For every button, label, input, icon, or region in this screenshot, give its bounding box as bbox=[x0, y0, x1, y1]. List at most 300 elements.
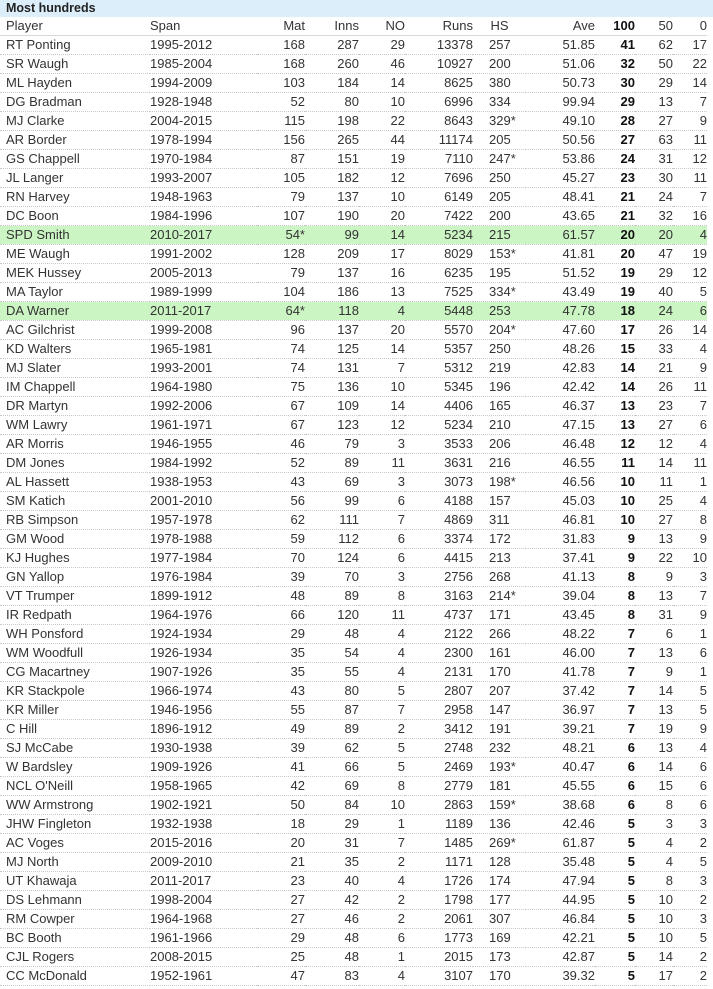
cell-fifties: 10 bbox=[635, 910, 673, 929]
cell-hundreds: 8 bbox=[595, 568, 635, 587]
cell-span: 1976-1984 bbox=[150, 568, 257, 587]
cell-runs: 2300 bbox=[405, 644, 473, 663]
cell-no: 14 bbox=[359, 74, 405, 93]
cell-runs: 3107 bbox=[405, 967, 473, 986]
cell-player[interactable]: WH Ponsford bbox=[0, 625, 150, 644]
cell-span: 1907-1926 bbox=[150, 663, 257, 682]
cell-ducks: 5 bbox=[673, 701, 707, 720]
cell-ducks: 6 bbox=[673, 416, 707, 435]
cell-inns: 48 bbox=[305, 625, 359, 644]
table-row bbox=[0, 112, 707, 131]
cell-ducks: 6 bbox=[673, 644, 707, 663]
cell-mat: 56 bbox=[257, 492, 305, 511]
cell-hs: 253 bbox=[473, 302, 526, 321]
cell-runs: 3533 bbox=[405, 435, 473, 454]
cell-player[interactable]: GS Chappell bbox=[0, 150, 150, 169]
cell-player[interactable]: MA Taylor bbox=[0, 283, 150, 302]
cell-no: 22 bbox=[359, 112, 405, 131]
cell-no: 6 bbox=[359, 929, 405, 948]
table-row bbox=[0, 682, 707, 701]
cell-ave: 47.78 bbox=[526, 302, 595, 321]
cell-runs: 6235 bbox=[405, 264, 473, 283]
cell-ave: 46.84 bbox=[526, 910, 595, 929]
cell-mat: 74 bbox=[257, 359, 305, 378]
cell-no: 3 bbox=[359, 568, 405, 587]
cell-ducks: 12 bbox=[673, 150, 707, 169]
cell-span: 1993-2001 bbox=[150, 359, 257, 378]
cell-no: 3 bbox=[359, 473, 405, 492]
cell-fifties: 13 bbox=[635, 530, 673, 549]
cell-hs: 204* bbox=[473, 321, 526, 340]
cell-ave: 42.21 bbox=[526, 929, 595, 948]
cell-hs: 169 bbox=[473, 929, 526, 948]
column-header-no[interactable]: NO bbox=[359, 17, 405, 36]
cell-hs: 311 bbox=[473, 511, 526, 530]
cell-player[interactable]: CJL Rogers bbox=[0, 948, 150, 967]
cell-player[interactable]: KJ Hughes bbox=[0, 549, 150, 568]
cell-hundreds: 6 bbox=[595, 758, 635, 777]
table-row bbox=[0, 226, 707, 245]
cell-inns: 182 bbox=[305, 169, 359, 188]
column-header-100[interactable]: 100 bbox=[595, 17, 635, 36]
cell-hs: 266 bbox=[473, 625, 526, 644]
cell-span: 1964-1980 bbox=[150, 378, 257, 397]
cell-fifties: 27 bbox=[635, 511, 673, 530]
cell-fifties: 24 bbox=[635, 188, 673, 207]
cell-mat: 74 bbox=[257, 340, 305, 359]
column-header-ave[interactable]: Ave bbox=[526, 17, 595, 36]
cell-inns: 69 bbox=[305, 473, 359, 492]
cell-span: 1896-1912 bbox=[150, 720, 257, 739]
cell-hs: 247* bbox=[473, 150, 526, 169]
cell-mat: 107 bbox=[257, 207, 305, 226]
cell-mat: 49 bbox=[257, 720, 305, 739]
cell-ducks: 1 bbox=[673, 473, 707, 492]
cell-hundreds: 5 bbox=[595, 910, 635, 929]
cell-ave: 38.68 bbox=[526, 796, 595, 815]
cell-player[interactable]: DG Bradman bbox=[0, 93, 150, 112]
cell-hs: 170 bbox=[473, 663, 526, 682]
cell-player[interactable]: BC Booth bbox=[0, 929, 150, 948]
cell-hundreds: 28 bbox=[595, 112, 635, 131]
cell-span: 2010-2017 bbox=[150, 226, 257, 245]
cell-runs: 5570 bbox=[405, 321, 473, 340]
cell-ave: 35.48 bbox=[526, 853, 595, 872]
table-row bbox=[0, 397, 707, 416]
cell-player[interactable]: SM Katich bbox=[0, 492, 150, 511]
cell-player[interactable]: MJ Slater bbox=[0, 359, 150, 378]
cell-hundreds: 20 bbox=[595, 226, 635, 245]
cell-span: 1992-2006 bbox=[150, 397, 257, 416]
cell-mat: 96 bbox=[257, 321, 305, 340]
cell-fifties: 24 bbox=[635, 302, 673, 321]
cell-mat: 25 bbox=[257, 948, 305, 967]
cell-player[interactable]: W Bardsley bbox=[0, 758, 150, 777]
cell-inns: 84 bbox=[305, 796, 359, 815]
cell-fifties: 22 bbox=[635, 549, 673, 568]
table-row bbox=[0, 378, 707, 397]
table-row bbox=[0, 435, 707, 454]
cell-hs: 307 bbox=[473, 910, 526, 929]
cell-ave: 45.03 bbox=[526, 492, 595, 511]
cell-fifties: 63 bbox=[635, 131, 673, 150]
cell-player[interactable]: DA Warner bbox=[0, 302, 150, 321]
column-header-runs[interactable]: Runs bbox=[405, 17, 473, 36]
cell-span: 1977-1984 bbox=[150, 549, 257, 568]
cell-ducks: 4 bbox=[673, 739, 707, 758]
cell-ducks: 1 bbox=[673, 663, 707, 682]
cell-no: 14 bbox=[359, 226, 405, 245]
cell-runs: 8643 bbox=[405, 112, 473, 131]
cell-player[interactable]: AR Border bbox=[0, 131, 150, 150]
cell-player[interactable]: CG Macartney bbox=[0, 663, 150, 682]
cell-span: 2001-2010 bbox=[150, 492, 257, 511]
cell-span: 2011-2017 bbox=[150, 302, 257, 321]
cell-ave: 48.41 bbox=[526, 188, 595, 207]
table-row bbox=[0, 131, 707, 150]
cell-runs: 2469 bbox=[405, 758, 473, 777]
table-row bbox=[0, 758, 707, 777]
cell-ave: 42.46 bbox=[526, 815, 595, 834]
cell-span: 2015-2016 bbox=[150, 834, 257, 853]
cell-runs: 5345 bbox=[405, 378, 473, 397]
cell-player[interactable]: CC McDonald bbox=[0, 967, 150, 986]
cell-span: 1928-1948 bbox=[150, 93, 257, 112]
cell-no: 3 bbox=[359, 435, 405, 454]
cell-player[interactable]: RT Ponting bbox=[0, 36, 150, 55]
cell-runs: 13378 bbox=[405, 36, 473, 55]
cell-player[interactable]: C Hill bbox=[0, 720, 150, 739]
cell-hs: 334 bbox=[473, 93, 526, 112]
cell-fifties: 13 bbox=[635, 644, 673, 663]
cell-no: 20 bbox=[359, 207, 405, 226]
cell-ave: 51.85 bbox=[526, 36, 595, 55]
cell-span: 1946-1956 bbox=[150, 701, 257, 720]
cell-runs: 7525 bbox=[405, 283, 473, 302]
cell-fifties: 30 bbox=[635, 169, 673, 188]
cell-mat: 87 bbox=[257, 150, 305, 169]
cell-inns: 109 bbox=[305, 397, 359, 416]
cell-span: 1932-1938 bbox=[150, 815, 257, 834]
cell-ducks: 4 bbox=[673, 435, 707, 454]
cell-fifties: 62 bbox=[635, 36, 673, 55]
cell-inns: 184 bbox=[305, 74, 359, 93]
cell-mat: 103 bbox=[257, 74, 305, 93]
table-row bbox=[0, 720, 707, 739]
cell-player[interactable]: NCL O'Neill bbox=[0, 777, 150, 796]
cell-mat: 156 bbox=[257, 131, 305, 150]
cell-player[interactable]: RM Cowper bbox=[0, 910, 150, 929]
cell-no: 19 bbox=[359, 150, 405, 169]
cell-ducks: 17 bbox=[673, 36, 707, 55]
cell-player[interactable]: RN Harvey bbox=[0, 188, 150, 207]
cell-runs: 4188 bbox=[405, 492, 473, 511]
cell-fifties: 15 bbox=[635, 777, 673, 796]
cell-mat: 105 bbox=[257, 169, 305, 188]
cell-hundreds: 5 bbox=[595, 834, 635, 853]
cell-span: 1978-1988 bbox=[150, 530, 257, 549]
cell-player[interactable]: AC Gilchrist bbox=[0, 321, 150, 340]
cell-fifties: 8 bbox=[635, 872, 673, 891]
cell-player[interactable]: WM Lawry bbox=[0, 416, 150, 435]
cell-runs: 1189 bbox=[405, 815, 473, 834]
cell-mat: 52 bbox=[257, 454, 305, 473]
cell-mat: 29 bbox=[257, 625, 305, 644]
cell-ave: 45.55 bbox=[526, 777, 595, 796]
cell-ave: 51.06 bbox=[526, 55, 595, 74]
cell-no: 17 bbox=[359, 245, 405, 264]
cell-mat: 50 bbox=[257, 796, 305, 815]
cell-ave: 46.56 bbox=[526, 473, 595, 492]
cell-fifties: 32 bbox=[635, 207, 673, 226]
cell-ducks: 2 bbox=[673, 834, 707, 853]
cell-ave: 50.73 bbox=[526, 74, 595, 93]
cell-no: 4 bbox=[359, 302, 405, 321]
cell-ducks: 9 bbox=[673, 112, 707, 131]
cell-mat: 75 bbox=[257, 378, 305, 397]
cell-ducks: 9 bbox=[673, 359, 707, 378]
cell-span: 1958-1965 bbox=[150, 777, 257, 796]
cell-hs: 193* bbox=[473, 758, 526, 777]
cell-ducks: 6 bbox=[673, 758, 707, 777]
cell-fifties: 33 bbox=[635, 340, 673, 359]
cell-fifties: 25 bbox=[635, 492, 673, 511]
cell-span: 2008-2015 bbox=[150, 948, 257, 967]
cell-player[interactable]: AC Voges bbox=[0, 834, 150, 853]
cell-player[interactable]: DS Lehmann bbox=[0, 891, 150, 910]
cell-hundreds: 7 bbox=[595, 644, 635, 663]
cell-hundreds: 20 bbox=[595, 245, 635, 264]
cell-fifties: 13 bbox=[635, 93, 673, 112]
cell-ducks: 11 bbox=[673, 169, 707, 188]
cell-ave: 61.87 bbox=[526, 834, 595, 853]
cell-hundreds: 10 bbox=[595, 473, 635, 492]
cell-hs: 159* bbox=[473, 796, 526, 815]
cell-inns: 209 bbox=[305, 245, 359, 264]
cell-inns: 186 bbox=[305, 283, 359, 302]
cell-ave: 47.94 bbox=[526, 872, 595, 891]
cell-hundreds: 17 bbox=[595, 321, 635, 340]
cell-no: 10 bbox=[359, 188, 405, 207]
cell-player[interactable]: SR Waugh bbox=[0, 55, 150, 74]
cell-no: 5 bbox=[359, 758, 405, 777]
most-hundreds-table bbox=[0, 17, 707, 986]
cell-no: 12 bbox=[359, 416, 405, 435]
cell-player[interactable]: KR Stackpole bbox=[0, 682, 150, 701]
cell-fifties: 13 bbox=[635, 587, 673, 606]
cell-mat: 42 bbox=[257, 777, 305, 796]
cell-player[interactable]: MJ North bbox=[0, 853, 150, 872]
cell-no: 6 bbox=[359, 492, 405, 511]
cell-ave: 31.83 bbox=[526, 530, 595, 549]
cell-player[interactable]: WW Armstrong bbox=[0, 796, 150, 815]
cell-inns: 70 bbox=[305, 568, 359, 587]
column-header-mat[interactable]: Mat bbox=[257, 17, 305, 36]
cell-no: 10 bbox=[359, 378, 405, 397]
column-header-50[interactable]: 50 bbox=[635, 17, 673, 36]
cell-runs: 2756 bbox=[405, 568, 473, 587]
cell-inns: 42 bbox=[305, 891, 359, 910]
column-header-player[interactable]: Player bbox=[0, 17, 150, 36]
cell-inns: 125 bbox=[305, 340, 359, 359]
cell-ave: 99.94 bbox=[526, 93, 595, 112]
cell-ducks: 7 bbox=[673, 93, 707, 112]
cell-ducks: 3 bbox=[673, 815, 707, 834]
cell-span: 1999-2008 bbox=[150, 321, 257, 340]
cell-inns: 48 bbox=[305, 948, 359, 967]
cell-ave: 53.86 bbox=[526, 150, 595, 169]
cell-mat: 115 bbox=[257, 112, 305, 131]
column-header-inns[interactable]: Inns bbox=[305, 17, 359, 36]
cell-ave: 41.78 bbox=[526, 663, 595, 682]
cell-player[interactable]: ME Waugh bbox=[0, 245, 150, 264]
cell-player[interactable]: UT Khawaja bbox=[0, 872, 150, 891]
table-row bbox=[0, 416, 707, 435]
cell-ducks: 7 bbox=[673, 587, 707, 606]
cell-hs: 196 bbox=[473, 378, 526, 397]
cell-hundreds: 24 bbox=[595, 150, 635, 169]
cell-hs: 219 bbox=[473, 359, 526, 378]
cell-runs: 1485 bbox=[405, 834, 473, 853]
cell-span: 1966-1974 bbox=[150, 682, 257, 701]
cell-runs: 8625 bbox=[405, 74, 473, 93]
cell-player[interactable]: KR Miller bbox=[0, 701, 150, 720]
cell-ducks: 9 bbox=[673, 530, 707, 549]
cell-no: 4 bbox=[359, 625, 405, 644]
cell-player[interactable]: IR Redpath bbox=[0, 606, 150, 625]
cell-runs: 4737 bbox=[405, 606, 473, 625]
cell-ducks: 3 bbox=[673, 910, 707, 929]
cell-player[interactable]: WM Woodfull bbox=[0, 644, 150, 663]
cell-hundreds: 19 bbox=[595, 283, 635, 302]
cell-inns: 89 bbox=[305, 587, 359, 606]
cell-runs: 5448 bbox=[405, 302, 473, 321]
table-row bbox=[0, 967, 707, 986]
cell-ducks: 1 bbox=[673, 625, 707, 644]
cell-hs: 191 bbox=[473, 720, 526, 739]
cell-no: 14 bbox=[359, 340, 405, 359]
table-row bbox=[0, 549, 707, 568]
cell-ducks: 4 bbox=[673, 226, 707, 245]
cell-inns: 120 bbox=[305, 606, 359, 625]
cell-runs: 2748 bbox=[405, 739, 473, 758]
column-header-0[interactable]: 0 bbox=[673, 17, 707, 36]
cell-ducks: 5 bbox=[673, 853, 707, 872]
cell-player[interactable]: JHW Fingleton bbox=[0, 815, 150, 834]
cell-player[interactable]: DM Jones bbox=[0, 454, 150, 473]
cell-span: 1924-1934 bbox=[150, 625, 257, 644]
cell-no: 5 bbox=[359, 682, 405, 701]
cell-inns: 55 bbox=[305, 663, 359, 682]
cell-hs: 334* bbox=[473, 283, 526, 302]
table-row bbox=[0, 948, 707, 967]
table-row bbox=[0, 587, 707, 606]
cell-runs: 2131 bbox=[405, 663, 473, 682]
cell-ave: 49.10 bbox=[526, 112, 595, 131]
cell-player[interactable]: RB Simpson bbox=[0, 511, 150, 530]
table-row bbox=[0, 283, 707, 302]
cell-inns: 136 bbox=[305, 378, 359, 397]
cell-player[interactable]: JL Langer bbox=[0, 169, 150, 188]
cell-player[interactable]: AL Hassett bbox=[0, 473, 150, 492]
cell-fifties: 9 bbox=[635, 568, 673, 587]
cell-hs: 250 bbox=[473, 169, 526, 188]
cell-ave: 37.42 bbox=[526, 682, 595, 701]
cell-player[interactable]: DR Martyn bbox=[0, 397, 150, 416]
cell-ducks: 3 bbox=[673, 568, 707, 587]
cell-player[interactable]: SJ McCabe bbox=[0, 739, 150, 758]
cell-fifties: 11 bbox=[635, 473, 673, 492]
cell-player[interactable]: VT Trumper bbox=[0, 587, 150, 606]
cell-fifties: 12 bbox=[635, 435, 673, 454]
column-header-span[interactable]: Span bbox=[150, 17, 257, 36]
cell-player[interactable]: MEK Hussey bbox=[0, 264, 150, 283]
cell-mat: 43 bbox=[257, 473, 305, 492]
cell-player[interactable]: AR Morris bbox=[0, 435, 150, 454]
table-row bbox=[0, 625, 707, 644]
table-row bbox=[0, 302, 707, 321]
cell-hs: 380 bbox=[473, 74, 526, 93]
cell-fifties: 14 bbox=[635, 454, 673, 473]
cell-hundreds: 27 bbox=[595, 131, 635, 150]
column-header-hs[interactable]: HS bbox=[473, 17, 526, 36]
cell-player[interactable]: IM Chappell bbox=[0, 378, 150, 397]
cell-ave: 46.48 bbox=[526, 435, 595, 454]
cell-hs: 195 bbox=[473, 264, 526, 283]
cell-runs: 2779 bbox=[405, 777, 473, 796]
cell-no: 6 bbox=[359, 530, 405, 549]
cell-fifties: 31 bbox=[635, 606, 673, 625]
cell-no: 1 bbox=[359, 815, 405, 834]
cell-span: 2011-2017 bbox=[150, 872, 257, 891]
cell-runs: 6149 bbox=[405, 188, 473, 207]
cell-player[interactable]: KD Walters bbox=[0, 340, 150, 359]
cell-player[interactable]: MJ Clarke bbox=[0, 112, 150, 131]
cell-runs: 2807 bbox=[405, 682, 473, 701]
cell-hs: 153* bbox=[473, 245, 526, 264]
cell-runs: 3374 bbox=[405, 530, 473, 549]
table-row bbox=[0, 264, 707, 283]
cell-ave: 47.15 bbox=[526, 416, 595, 435]
cell-mat: 104 bbox=[257, 283, 305, 302]
cell-player[interactable]: ML Hayden bbox=[0, 74, 150, 93]
cell-player[interactable]: DC Boon bbox=[0, 207, 150, 226]
cell-span: 1930-1938 bbox=[150, 739, 257, 758]
cell-span: 1926-1934 bbox=[150, 644, 257, 663]
table-row bbox=[0, 245, 707, 264]
cell-player[interactable]: SPD Smith bbox=[0, 226, 150, 245]
cell-hundreds: 32 bbox=[595, 55, 635, 74]
cell-inns: 118 bbox=[305, 302, 359, 321]
cell-hundreds: 15 bbox=[595, 340, 635, 359]
cell-inns: 99 bbox=[305, 226, 359, 245]
cell-ave: 61.57 bbox=[526, 226, 595, 245]
cell-player[interactable]: GN Yallop bbox=[0, 568, 150, 587]
cell-no: 6 bbox=[359, 549, 405, 568]
table-row bbox=[0, 321, 707, 340]
cell-no: 4 bbox=[359, 663, 405, 682]
cell-ave: 46.81 bbox=[526, 511, 595, 530]
cell-fifties: 10 bbox=[635, 891, 673, 910]
cell-span: 2004-2015 bbox=[150, 112, 257, 131]
cell-player[interactable]: GM Wood bbox=[0, 530, 150, 549]
cell-inns: 69 bbox=[305, 777, 359, 796]
cell-hs: 206 bbox=[473, 435, 526, 454]
cell-inns: 80 bbox=[305, 682, 359, 701]
table-row bbox=[0, 473, 707, 492]
cell-hs: 329* bbox=[473, 112, 526, 131]
cell-span: 1957-1978 bbox=[150, 511, 257, 530]
